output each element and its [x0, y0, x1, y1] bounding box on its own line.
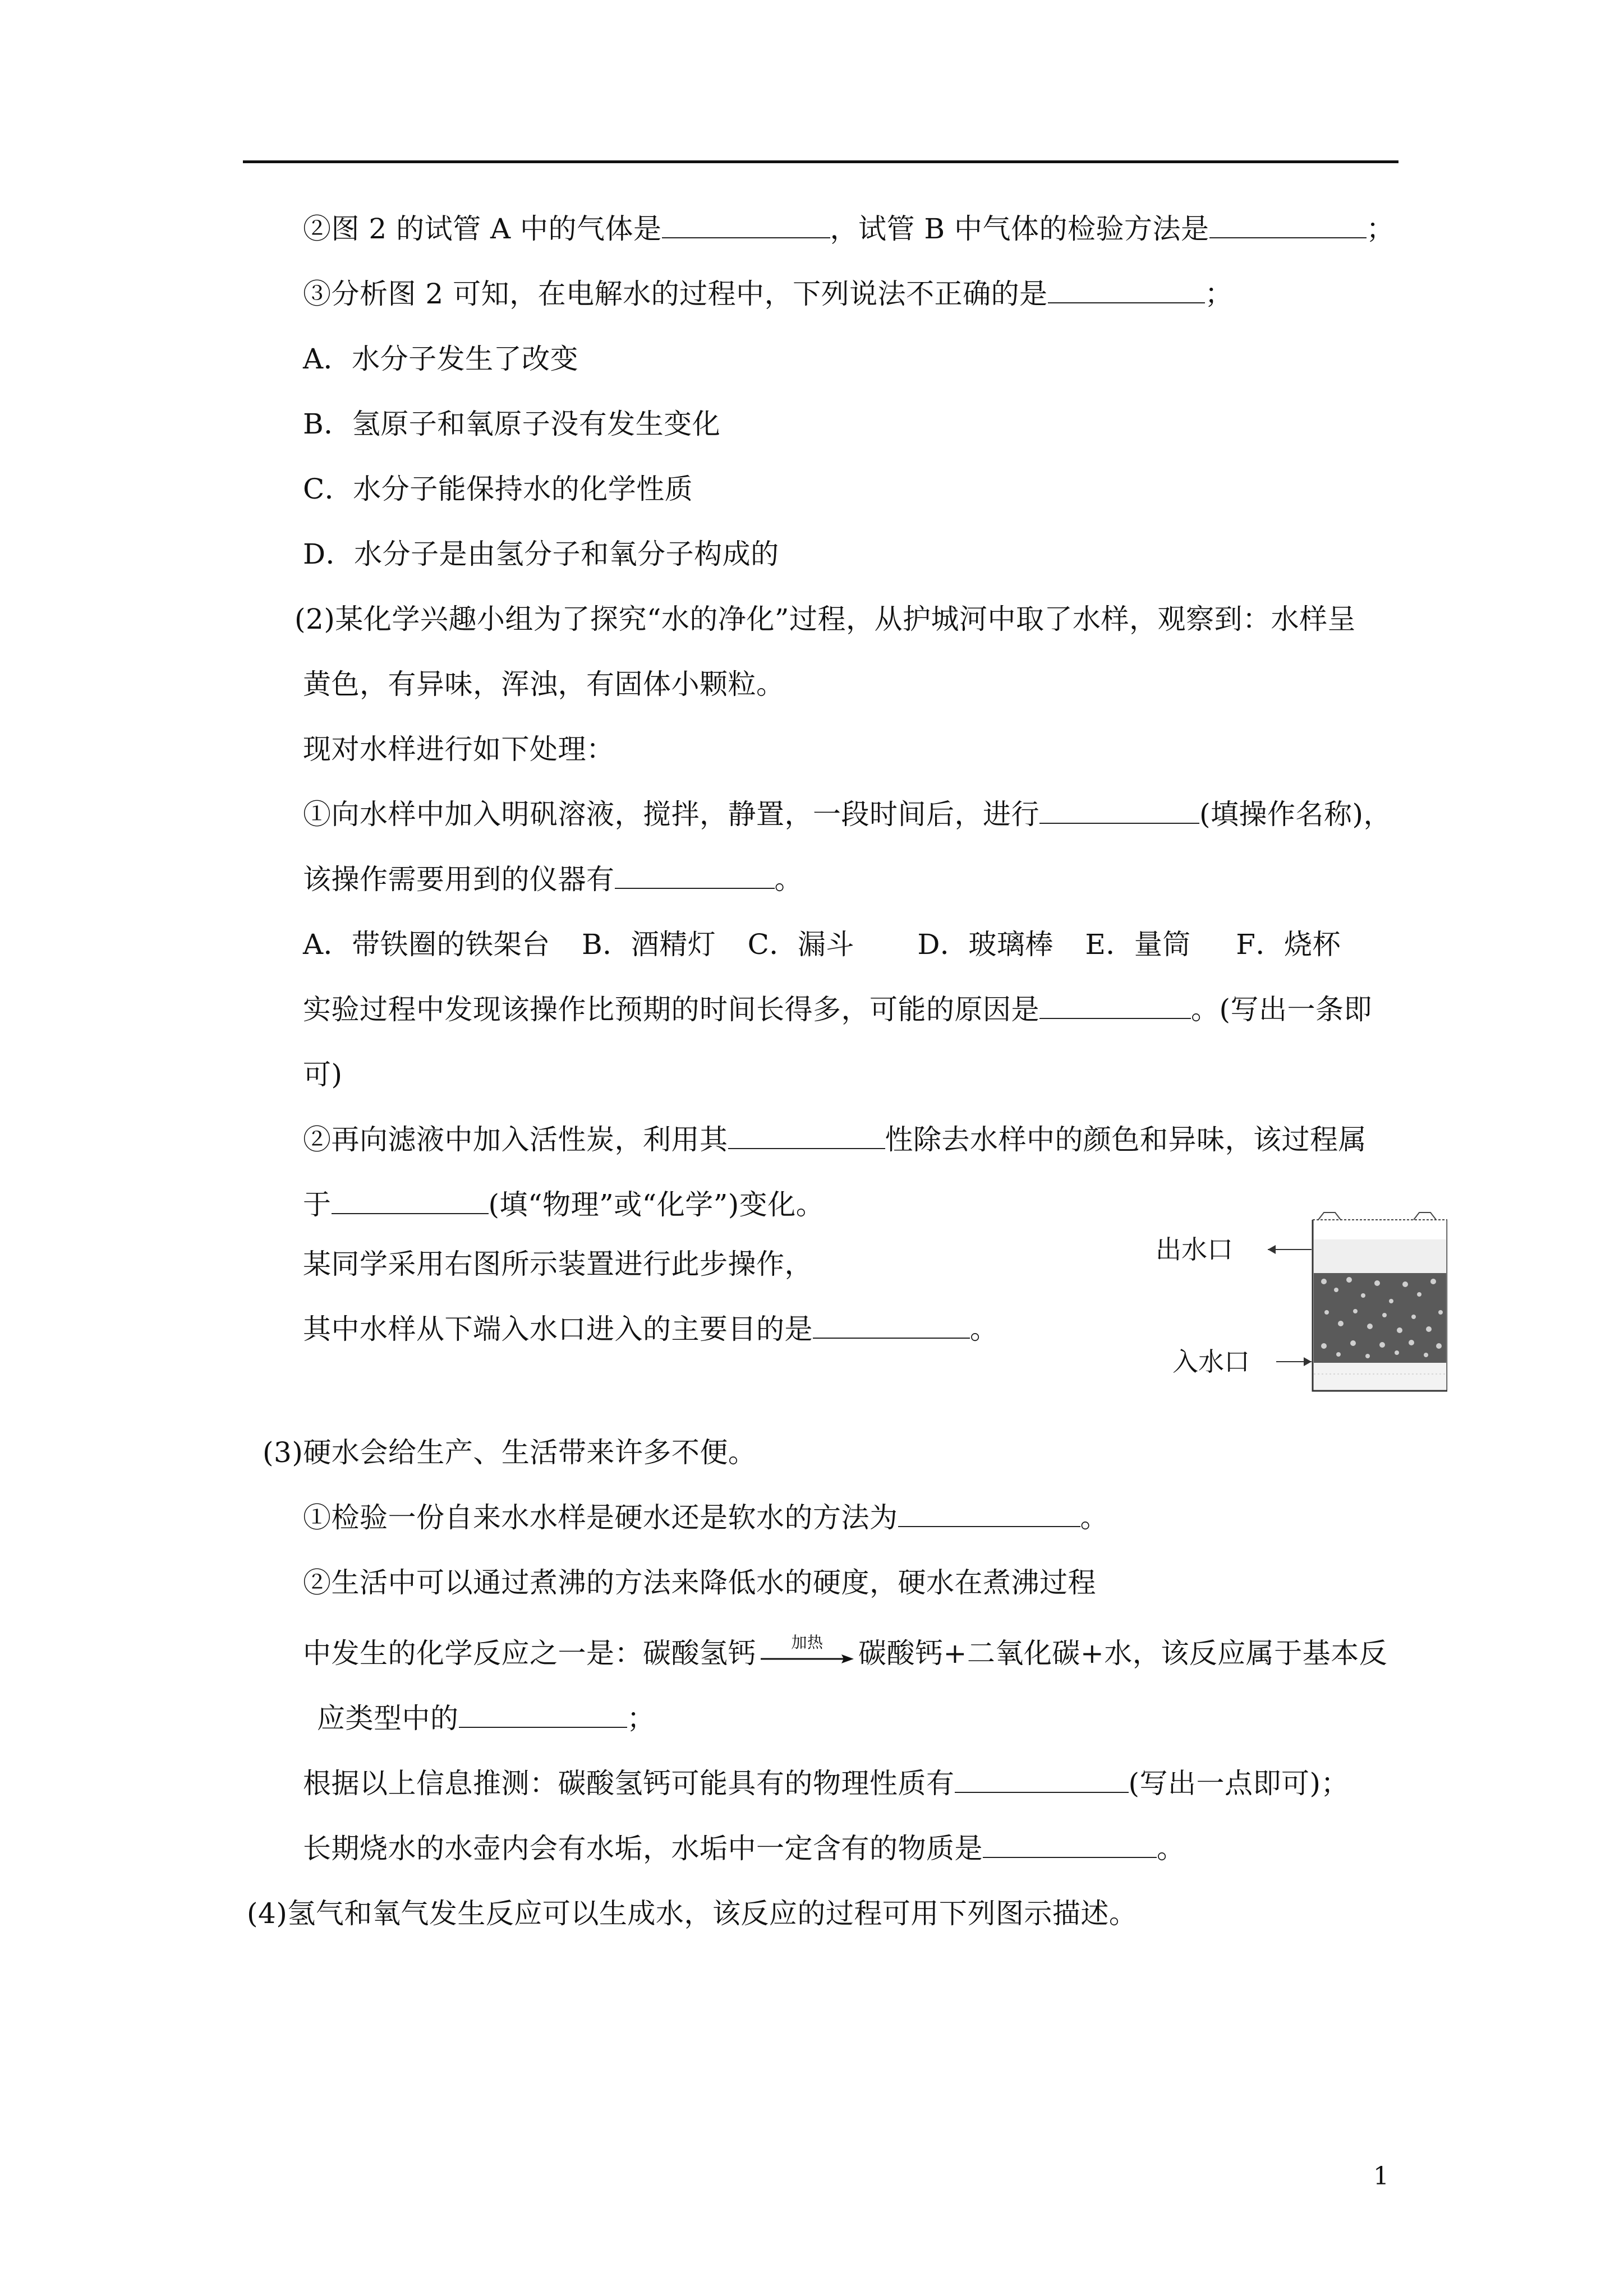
question-text: 某同学采用右图所示装置进行此步操作，	[303, 1248, 813, 1280]
question-line	[303, 993, 1372, 1026]
answer-blank[interactable]	[728, 1123, 885, 1149]
question-text: (写出一点即可)；	[1128, 1767, 1350, 1800]
question-text: 长期烧水的水壶内会有水垢，水垢中一定含有的物质是	[303, 1832, 983, 1865]
question-line	[303, 1501, 1108, 1534]
question-text: ，试管 B 中气体的检验方法是	[830, 213, 1209, 245]
question-text: ②生活中可以通过煮沸的方法来降低水的硬度，硬水在煮沸过程	[303, 1566, 1096, 1599]
question-text: 于	[303, 1188, 332, 1221]
answer-blank[interactable]	[955, 1767, 1129, 1793]
question-line	[303, 1123, 1367, 1156]
question-text: 根据以上信息推测：碳酸氢钙可能具有的物理性质有	[303, 1767, 955, 1800]
answer-blank[interactable]	[1048, 278, 1205, 303]
option-b: B．氢原子和氧原子没有发生变化	[303, 408, 721, 440]
option-item: E．量筒	[1085, 928, 1191, 961]
question-line	[303, 797, 1392, 831]
reaction-arrow	[760, 1633, 855, 1672]
option-item: A．带铁圈的铁架台	[303, 928, 550, 961]
filter-column-diagram	[1156, 1206, 1447, 1396]
answer-blank[interactable]	[813, 1313, 970, 1339]
question-text: 可)	[303, 1058, 343, 1091]
question-text: 。	[970, 1313, 999, 1345]
activated-carbon-filter-figure	[1156, 1206, 1447, 1396]
instrument-options	[303, 928, 1341, 961]
reaction-condition: 加热	[791, 1633, 823, 1652]
question-text: 。	[774, 863, 803, 896]
question-text: ②图 2 的试管 A 中的气体是	[303, 213, 662, 245]
question-text: 。(写出一条即	[1191, 993, 1373, 1026]
question-text: 。	[1157, 1832, 1185, 1865]
answer-blank[interactable]	[332, 1188, 489, 1214]
question-text: ③分析图 2 可知，在电解水的过程中，下列说法不正确的是	[303, 278, 1048, 310]
answer-blank[interactable]	[1209, 213, 1367, 238]
question-text: 应类型中的	[317, 1702, 459, 1735]
question-text: ①向水样中加入明矾溶液，搅拌，静置，一段时间后，进行	[303, 798, 1039, 831]
option-c: C．水分子能保持水的化学性质	[303, 473, 693, 505]
question-line	[303, 277, 1233, 311]
option-item: B．酒精灯	[582, 928, 716, 961]
question-text: ；	[627, 1702, 655, 1735]
answer-blank[interactable]	[898, 1501, 1080, 1527]
question-text: 碳酸钙+二氧化碳+水，该反应属于基本反	[858, 1637, 1388, 1670]
question-text: 性除去水样中的颜色和异味，该过程属	[885, 1123, 1367, 1156]
question-line	[303, 1832, 1185, 1865]
option-item: C．漏斗	[747, 928, 854, 961]
question-text: 其中水样从下端入水口进入的主要目的是	[303, 1313, 813, 1345]
question-text: ②再向滤液中加入活性炭，利用其	[303, 1123, 728, 1156]
option-a: A．水分子发生了改变	[303, 343, 579, 375]
answer-blank[interactable]	[615, 863, 775, 889]
answer-blank[interactable]	[1039, 798, 1199, 824]
answer-blank[interactable]	[662, 213, 830, 238]
option-item: F．烧杯	[1236, 928, 1341, 961]
option-d: D．水分子是由氢分子和氧分子构成的	[303, 538, 779, 570]
question-text: (填“物理”或“化学”)变化。	[488, 1188, 825, 1221]
question-text: 实验过程中发现该操作比预期的时间长得多，可能的原因是	[303, 993, 1039, 1026]
question-3-heading: (3)硬水会给生产、生活带来许多不便。	[263, 1436, 757, 1469]
question-text: (填操作名称)，	[1199, 798, 1392, 831]
question-4-heading: (4)氢气和氧气发生反应可以生成水，该反应的过程可用下列图示描述。	[247, 1897, 1138, 1930]
inlet-label: 入水口	[1172, 1347, 1250, 1377]
header-rule	[243, 160, 1398, 163]
question-text: 该操作需要用到的仪器有	[303, 863, 615, 896]
question-line	[303, 1767, 1349, 1800]
outlet-label: 出水口	[1156, 1234, 1233, 1265]
reaction-line	[303, 1633, 1388, 1672]
question-line	[303, 1188, 824, 1221]
question-text: ；	[1366, 213, 1395, 245]
answer-blank[interactable]	[459, 1702, 627, 1728]
question-text: 中发生的化学反应之一是：碳酸氢钙	[303, 1637, 756, 1670]
question-line	[317, 1702, 655, 1735]
question-text: ；	[1204, 278, 1234, 310]
answer-blank[interactable]	[983, 1832, 1157, 1858]
question-text: ①检验一份自来水水样是硬水还是软水的方法为	[303, 1501, 898, 1534]
question-2-heading: (2)某化学兴趣小组为了探究“水的净化”过程，从护城河中取了水样，观察到：水样呈	[295, 603, 1356, 635]
question-line	[303, 1312, 999, 1346]
page-number: 1	[1373, 2162, 1389, 2191]
question-text: 黄色，有异味，浑浊，有固体小颗粒。	[303, 668, 785, 700]
option-item: D．玻璃棒	[917, 928, 1053, 961]
answer-blank[interactable]	[1039, 993, 1191, 1019]
question-text: 。	[1080, 1501, 1108, 1534]
question-text: 现对水样进行如下处理：	[303, 733, 615, 766]
question-line	[303, 212, 1395, 246]
question-line	[303, 863, 803, 896]
